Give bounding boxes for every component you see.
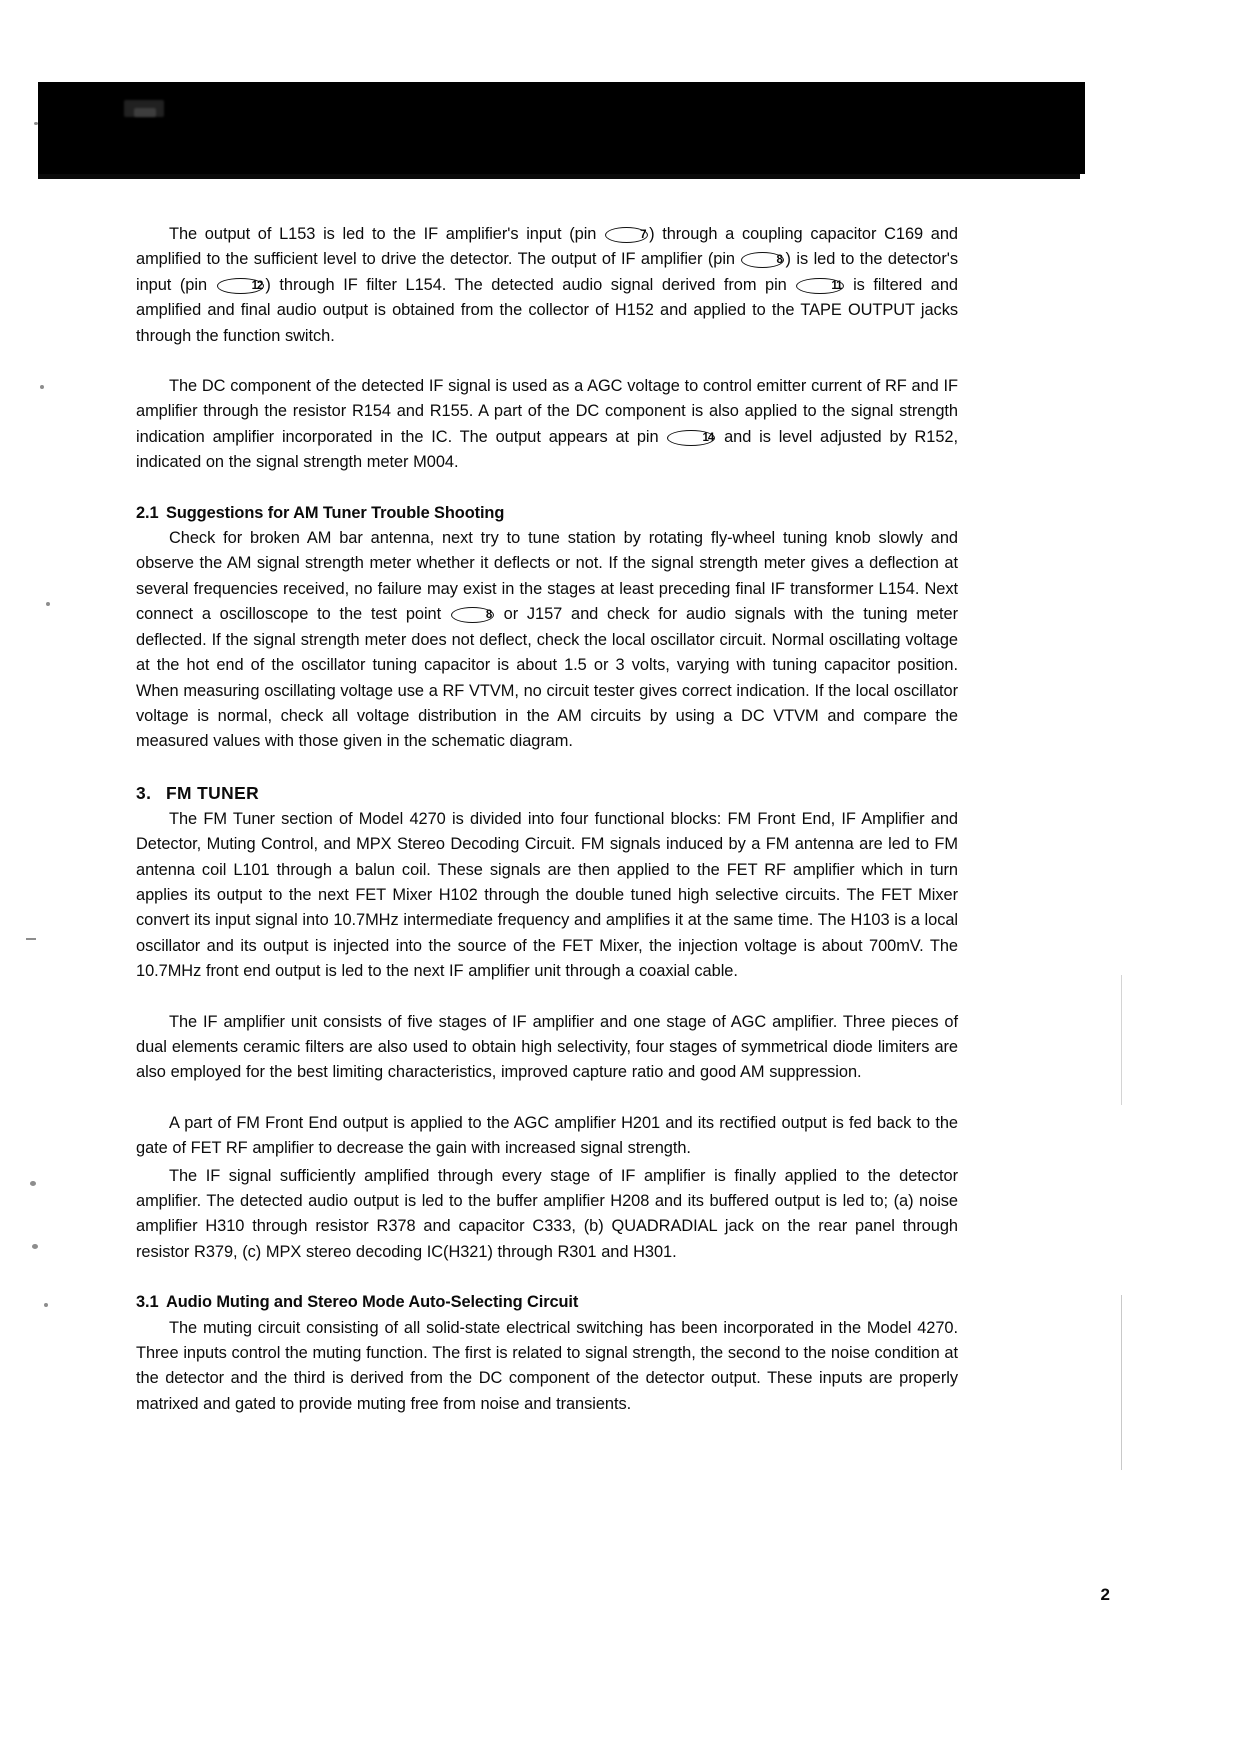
page-number: 2 [1100, 1585, 1110, 1604]
paragraph-muting-circuit: The muting circuit consisting of all solid-state electrical switching has been incorporated in the Model 4270. Three inputs control the muting function. The first is related to signal strength, the second to the noise condition at the detector and the third is derived from the DC component of the detector output. These inputs are properly matrixed and gated to provide muting free from noise and transients. [136, 1318, 958, 1413]
circled-test-point-8: 8 [451, 607, 494, 623]
text-segment: ) through IF filter L154. The detected audio signal derived from pin [265, 275, 796, 294]
scan-speckle [44, 1303, 48, 1307]
text-segment: The DC component of the detected IF signal is used as a AGC voltage to control emitter current of RF and IF amplifier through the resistor R154 and R155. A part of the DC component is also applied to the signal strength indication amplifier incorporated in the IC. The output appears at pin [136, 377, 958, 446]
circled-pin-12: 12 [217, 278, 265, 294]
paragraph-if-amplifier-unit: The IF amplifier unit consists of five stages of IF amplifier and one stage of AGC amplifier. Three pieces of dual elements ceramic filters are also used to obtain high selectivity, four stages of symmetrical diode limiters are also employed for the best limiting characteristics, improved capture ratio and good AM suppression. [136, 1012, 958, 1082]
scan-edge-line [1121, 975, 1122, 1105]
scan-speckle [30, 1181, 36, 1186]
paragraph-detector-amplifier: The IF signal sufficiently amplified through every stage of IF amplifier is finally applied to the detector amplifier. The detected audio output is led to the buffer amplifier H208 and its buffered output is led to; (a) noise amplifier H310 through resistor R378 and capacitor C333, (b) QUADRADIAL jack on the rear panel through resistor R379, (c) MPX stereo decoding IC(H321) through R301 and H301. [136, 1166, 958, 1261]
circled-pin-11: 11 [796, 278, 843, 294]
scan-edge-line [1121, 1295, 1122, 1470]
paragraph-am-trouble-shooting [136, 526, 958, 755]
heading-3-fm-tuner [136, 780, 958, 807]
text-segment: Check for broken AM bar antenna, next try to tune station by rotating fly-wheel tuning knob slowly and observe the AM signal strength meter whether it deflects or not. If the signal strength meter gives a deflection at several frequencies received, no failure may exist in the stages at least preceding final IF transformer L154. Next connect a oscilloscope to the test point [136, 529, 958, 624]
header-black-band [38, 82, 1085, 174]
text-segment: or J157 and check for audio signals with the tuning meter deflected. If the signal strength meter does not deflect, check the local oscillator circuit. Normal oscillating voltage at the hot end of the oscillator tuning capacitor is about 1.5 or 3 volts, varying with tuning capacitor position. When measuring oscillating voltage use a RF VTVM, no circuit tester gives correct indication. If the local oscillator voltage is normal, check all voltage distribution in the AM circuits by using a DC VTVM and compare the measured values with those given in the schematic diagram. [136, 605, 958, 751]
text-segment: ) through a coupling capacitor C169 and amplified to the sufficient level to drive the detector. The output of IF amplifier (pin [136, 225, 958, 269]
paragraph-if-amplifier-output [136, 222, 958, 349]
heading-2-1 [136, 501, 958, 526]
heading-3-number: 3. [136, 782, 152, 803]
circled-pin-14: 14 [667, 430, 715, 446]
circled-pin-7: 7 [605, 227, 648, 243]
heading-2-1-title: Suggestions for AM Tuner Trouble Shooting [166, 503, 505, 522]
heading-2-1-number: 2.1 [136, 503, 159, 522]
text-segment: ) is led to the detector's input (pin [136, 250, 958, 294]
paragraph-agc-amplifier: A part of FM Front End output is applied to the AGC amplifier H201 and its rectified output is fed back to the gate of FET RF amplifier to decrease the gain with increased signal strength. [136, 1113, 958, 1158]
header-smudge [134, 108, 156, 117]
scan-speckle [46, 602, 50, 606]
text-segment: is filtered and amplified and final audio output is obtained from the collector of H152 and applied to the TAPE OUTPUT jacks through the function switch. [136, 275, 958, 345]
paragraph-dc-component [136, 374, 958, 476]
document-body [136, 222, 958, 1417]
text-segment: The output of L153 is led to the IF amplifier's input (pin [169, 225, 605, 243]
heading-3-1 [136, 1290, 958, 1315]
scan-speckle [26, 938, 36, 940]
text-segment: and is level adjusted by R152, indicated on the signal strength meter M004. [136, 427, 958, 472]
heading-3-title: FM TUNER [166, 782, 260, 803]
scan-speckle [40, 385, 44, 389]
scan-speckle [32, 1244, 38, 1249]
heading-3-1-number: 3.1 [136, 1293, 159, 1312]
paragraph-fm-tuner-overview: The FM Tuner section of Model 4270 is divided into four functional blocks: FM Front End, IF Amplifier and Detector, Muting Control, and MPX Stereo Decoding Circuit. FM signals induced by a FM antenna are led to FM antenna coil L101 through a balun coil. These signals are then applied to the FET RF amplifier which in turn applies its output to the next FET Mixer H102 through the double tuned high selective circuits. The FET Mixer convert its input signal into 10.7MHz intermediate frequency and amplifies it at the same time. The H103 is a local oscillator and its output is injected into the source of the FET Mixer, the injection voltage is about 700mV. The 10.7MHz front end output is led to the next IF amplifier unit through a coaxial cable. [136, 809, 958, 981]
circled-pin-8: 8 [741, 252, 784, 268]
heading-3-1-title: Audio Muting and Stereo Mode Auto-Selecting Circuit [166, 1293, 579, 1312]
